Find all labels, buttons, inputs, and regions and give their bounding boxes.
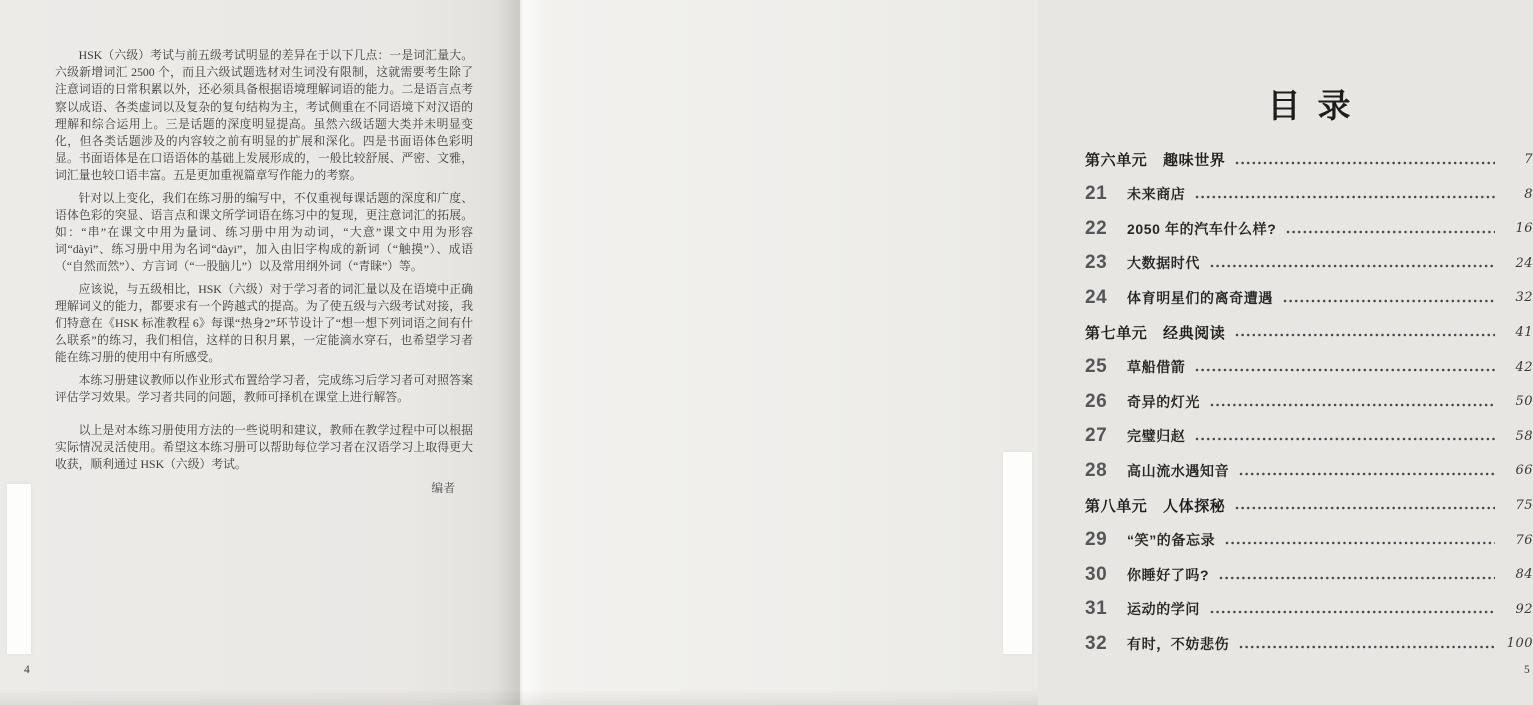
right-edge-strip: [1003, 452, 1032, 654]
toc-lesson-row: [1085, 564, 1533, 585]
toc-page-number: 92: [1515, 601, 1533, 617]
lesson-title: 运动的学问: [1127, 601, 1200, 618]
lesson-title: 草船借箭: [1127, 359, 1186, 376]
lesson-number: 32: [1085, 632, 1108, 654]
lesson-title: 你睡好了吗?: [1127, 566, 1210, 583]
toc-page-number: 7: [1524, 152, 1533, 167]
toc-page-number: 16: [1515, 221, 1533, 237]
lesson-title: 奇异的灯光: [1127, 393, 1200, 410]
toc-lesson-row: [1085, 530, 1533, 551]
lesson-number: 24: [1085, 286, 1108, 308]
toc-lesson-row: [1085, 253, 1533, 274]
toc-page-number: 32: [1515, 290, 1533, 306]
right-page: [520, 0, 1533, 705]
lesson-title: “笑”的备忘录: [1127, 532, 1216, 549]
unit-title: 第七单元 经典阅读: [1085, 324, 1226, 342]
unit-title: 第六单元 趣味世界: [1085, 152, 1226, 169]
dot-leader: [1195, 194, 1495, 200]
preface-text: [55, 47, 473, 497]
toc-unit-row: [1085, 495, 1533, 516]
lesson-title: 体育明星们的离奇遭遇: [1127, 289, 1273, 306]
lesson-number: 29: [1085, 529, 1108, 551]
left-edge-strip: [7, 484, 31, 654]
toc-lesson-row: [1085, 391, 1533, 412]
unit-title: 第八单元 人体探秘: [1085, 497, 1226, 515]
preface-paragraph: 应该说，与五级相比，HSK（六级）对于学习者的词汇量以及在语境中正确理解词义的能力，都要求有一个跨越式的提高。为了使五级与六级考试对接，我们特意在《HSK 标准教程 6》每课“热身2”环节设计了“想一想下列词语之间有什么联系”的练习，我们相信，这样的日积月累，一定能滴水穿石，也希望学习者能在练习册的使用中有所感受。: [55, 281, 473, 365]
table-of-contents: [1085, 84, 1533, 668]
toc-page-number: 24: [1515, 255, 1533, 271]
left-page: [0, 0, 520, 705]
dot-leader: [1235, 505, 1495, 511]
toc-page-number: 42: [1515, 359, 1533, 375]
dot-leader: [1235, 332, 1495, 338]
preface-paragraphs: [55, 47, 473, 474]
lesson-number: 28: [1085, 459, 1108, 481]
dot-leader: [1239, 471, 1495, 477]
dot-leader: [1195, 367, 1495, 373]
lesson-number: 31: [1085, 598, 1108, 620]
lesson-number: 30: [1085, 563, 1108, 585]
dot-leader: [1210, 402, 1495, 408]
page-number-right: 5: [1524, 664, 1530, 676]
preface-paragraph: 以上是对本练习册使用方法的一些说明和建议，教师在教学过程中可以根据实际情况灵活使用。希望这本练习册可以帮助每位学习者在汉语学习上取得更大收获，顺利通过 HSK（六级）考试。: [55, 423, 473, 472]
dot-leader: [1283, 298, 1495, 304]
toc-page-number: 76: [1515, 532, 1533, 548]
dot-leader: [1235, 160, 1495, 166]
toc-page-number: 75: [1515, 497, 1533, 513]
dot-leader: [1210, 263, 1495, 269]
lesson-number: 25: [1085, 356, 1108, 378]
toc-page-number: 58: [1515, 428, 1533, 444]
preface-paragraph: 针对以上变化，我们在练习册的编写中，不仅重视每课话题的深度和广度、语体色彩的突显、语言点和课文所学词语在练习中的复现，更注意词汇的拓展。如：“串”在课文中用为量词、练习册中用为动词，“大意”课文中用为形容词“dàyì”、练习册中用为名词“dàyi”，加入由旧字构成的新词（“触摸”）、成语（“自然而然”）、方言词（“一股脑儿”）以及常用纲外词（“青睐”）等。: [55, 190, 473, 274]
toc-page-number: 41: [1515, 324, 1533, 340]
toc-lesson-row: [1085, 218, 1533, 239]
dot-leader: [1286, 229, 1495, 235]
toc-lesson-row: [1085, 426, 1533, 447]
toc-lesson-row: [1085, 184, 1533, 205]
toc-unit-row: [1085, 149, 1533, 170]
preface-signature: 编者: [431, 480, 455, 495]
page-number-left: 4: [24, 664, 30, 676]
toc-page-number: 50: [1515, 394, 1533, 410]
lesson-title: 高山流水遇知音: [1127, 462, 1230, 479]
toc-unit-row: [1085, 322, 1533, 343]
dot-leader: [1210, 609, 1495, 615]
lesson-title: 有时，不妨悲伤: [1127, 635, 1230, 652]
toc-lesson-row: [1085, 633, 1533, 654]
lesson-title: 未来商店: [1127, 186, 1186, 203]
lesson-number: 26: [1085, 390, 1108, 412]
dot-leader: [1225, 540, 1495, 546]
lesson-number: 27: [1085, 425, 1108, 447]
toc-lesson-row: [1085, 599, 1533, 620]
preface-paragraph: 本练习册建议教师以作业形式布置给学习者，完成练习后学习者可对照答案评估学习效果。学习者共同的问题，教师可择机在课堂上进行解答。: [55, 372, 473, 404]
toc-lesson-row: [1085, 357, 1533, 378]
lesson-number: 21: [1085, 183, 1108, 205]
dot-leader: [1219, 575, 1495, 581]
toc-page-number: 8: [1524, 186, 1533, 202]
toc-lesson-row: [1085, 460, 1533, 481]
lesson-number: 23: [1085, 252, 1108, 274]
toc-title-text: 目录: [1267, 87, 1368, 124]
lesson-title: 2050 年的汽车什么样?: [1127, 220, 1277, 237]
lesson-title: 大数据时代: [1127, 255, 1200, 272]
lesson-number: 22: [1085, 217, 1108, 239]
preface-paragraph: HSK（六级）考试与前五级考试明显的差异在于以下几点：一是词汇量大。六级新增词汇 2500 个，而且六级试题选材对生词没有限制，这就需要考生除了注意词语的日常积累以外，还必须具备根据语境理解词语的能力。二是语言点考察以成语、各类虚词以及复杂的复句结构为主，考试侧重在不同语境下对汉语的理解和综合运用上。三是话题的深度明显提高。虽然六级话题大类并未明显变化，但各类话题涉及的内容较之前有明显的扩展和深化。四是书面语体色彩明显。书面语体是在口语语体的基础上发展形成的，一般比较舒展、严密、文雅，词汇量也较口语丰富。五是更加重视篇章写作能力的考察。: [55, 48, 473, 183]
toc-page-number: 84: [1515, 567, 1533, 583]
dot-leader: [1239, 644, 1495, 650]
toc-title: [1085, 84, 1533, 128]
toc-page-number: 100: [1506, 636, 1533, 652]
lesson-title: 完璧归赵: [1127, 428, 1186, 445]
toc-entries: [1085, 149, 1533, 654]
dot-leader: [1195, 436, 1495, 442]
toc-page-number: 66: [1515, 463, 1533, 479]
toc-lesson-row: [1085, 287, 1533, 308]
